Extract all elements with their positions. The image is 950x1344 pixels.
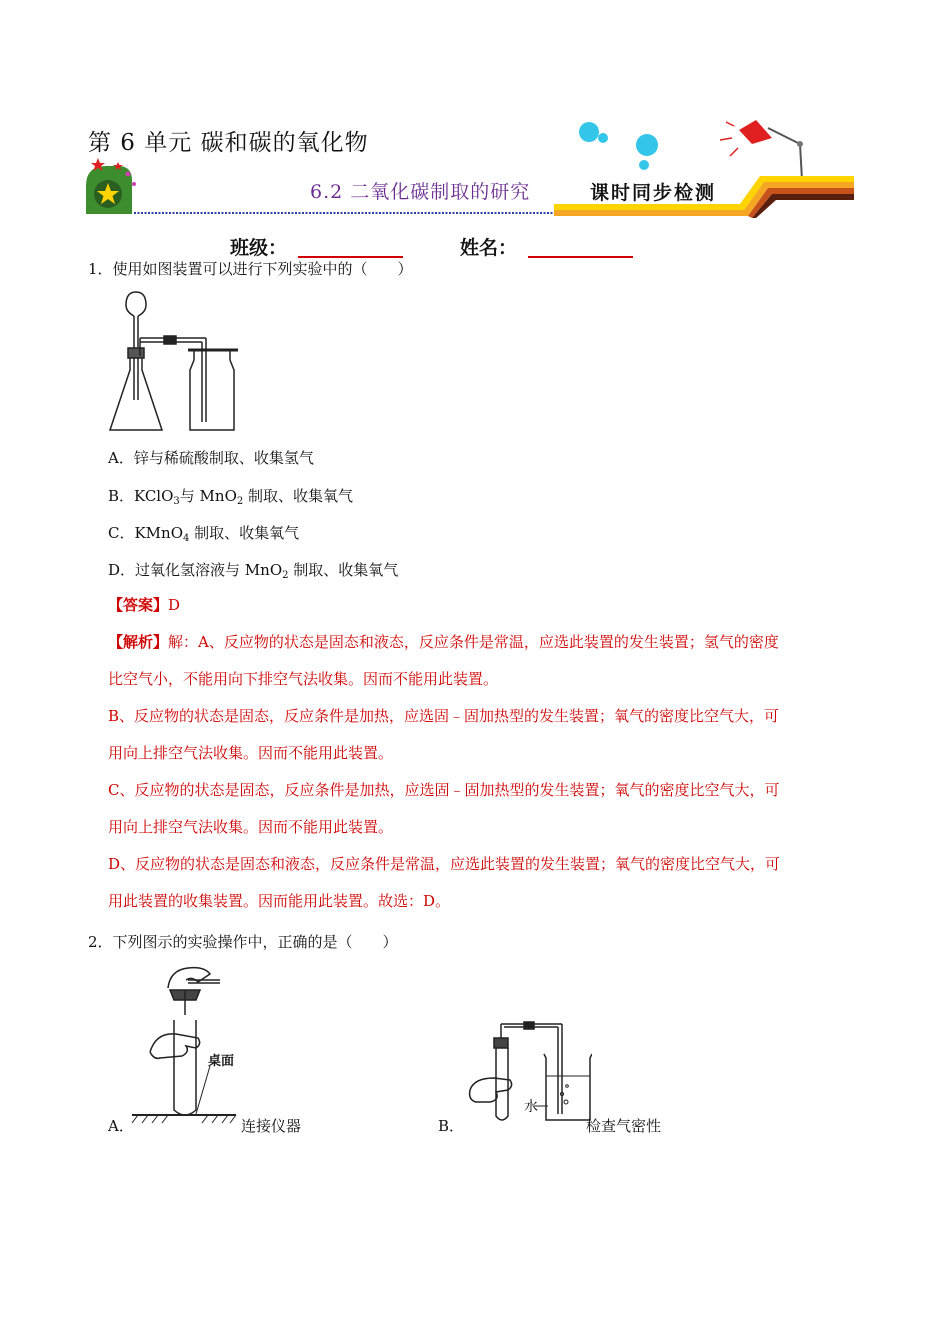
desk-lamp-icon <box>720 120 803 180</box>
q2-option-a-caption: 连接仪器 <box>241 1117 302 1135</box>
q1-apparatus-figure <box>104 290 244 435</box>
q1-answer: 【答案】D <box>108 596 181 614</box>
water-label: 水 <box>524 1099 538 1115</box>
name-blank[interactable] <box>528 232 633 258</box>
q1-analysis: 【解析】解：A、反应物的状态是固态和液态，反应条件是常温，应选此装置的发生装置；氢气的密度 比空气小，不能用向下排空气法收集。因而不能用此装置。 B、反应物的状态是固态，反应条件是加热，应选固﹣固加热型的发生装置；氧气的密度比空气大，可 用向上排空气法收集。因而不能用此装置。 C、反应物的状态是固态，反应条件是加热，应选固﹣固加热型的发生装置；氧气的密度比空气大，可 用向上排空气法收集。因而不能用此装置。 D、反应物的状态是固态和液态，反应条件是常温，应选此装置的发生装置；氧气的密度比空气大，可 用此装置的收集装置。因而能用此装置。故选：D。 <box>108 633 781 910</box>
q1-option-d: D．过氧化氢溶液与 MnO$_2$ 制取、收集氧气 <box>108 561 399 581</box>
unit-title: 第 6 单元 碳和碳的氧化物 <box>88 130 369 156</box>
q2-option-a-letter: A． <box>108 1117 134 1135</box>
q2-stem: 2．下列图示的实验操作中，正确的是（ ） <box>88 933 398 951</box>
q2-figure-a <box>130 960 240 1125</box>
q1-option-a: A．锌与稀硫酸制取、收集氢气 <box>108 449 314 467</box>
q2-option-b-letter: B． <box>438 1117 465 1135</box>
class-blank[interactable] <box>298 232 403 258</box>
q1-stem: 1．使用如图装置可以进行下列实验中的（ ） <box>88 260 413 278</box>
star-badge-icon <box>86 158 136 214</box>
class-label: 班级： <box>230 237 288 259</box>
desk-label: 桌面 <box>208 1054 235 1069</box>
q2-option-b-caption: 检查气密性 <box>586 1117 662 1135</box>
name-label: 姓名： <box>460 237 518 259</box>
q1-option-c: C．KMnO$_4$ 制取、收集氧气 <box>108 524 300 544</box>
q1-option-b: B．KClO$_3$与 MnO$_2$ 制取、收集氧气 <box>108 487 354 507</box>
bubble-icon <box>579 122 599 142</box>
section-title: 6.2 二氧化碳制取的研究 <box>310 181 531 203</box>
subtitle: 课时同步检测 <box>590 182 717 204</box>
